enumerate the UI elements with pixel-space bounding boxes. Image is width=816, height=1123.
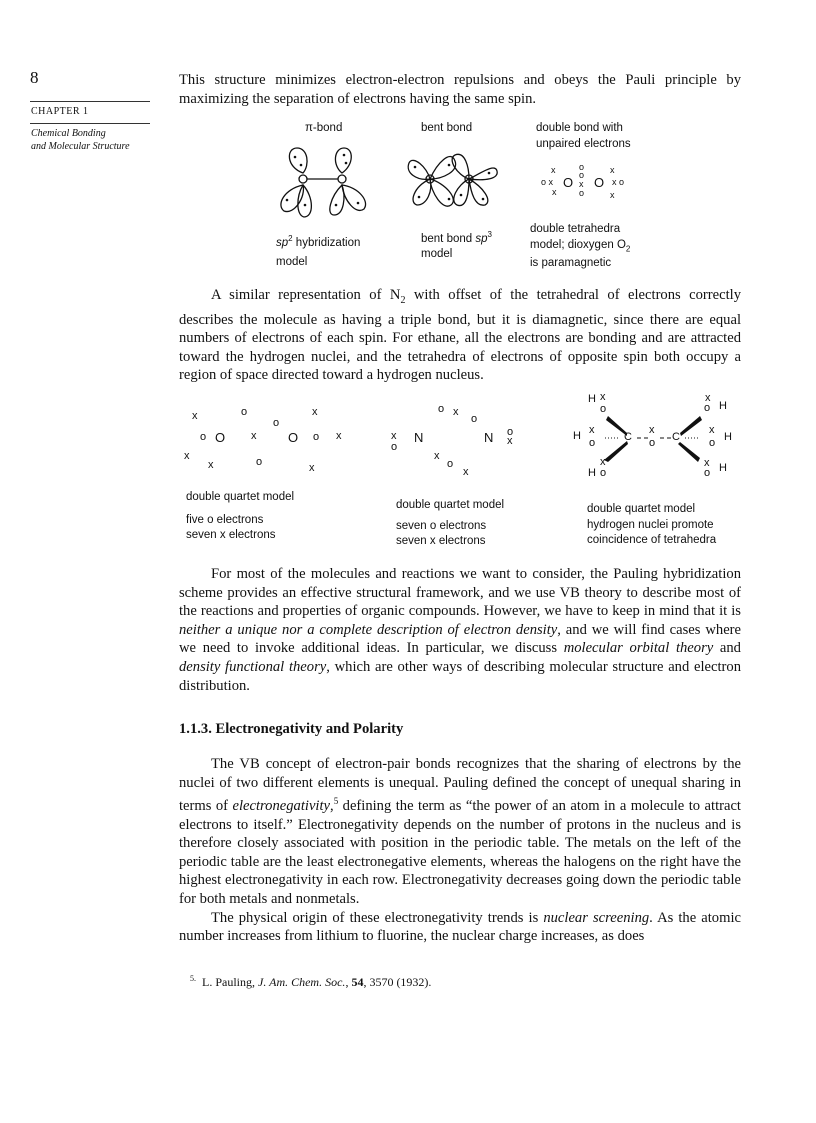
margin-rule-bottom: [30, 123, 150, 124]
o2-caption: double quartet model five o electrons seven x electrons: [186, 491, 295, 541]
molecule-symbol: H: [573, 430, 581, 442]
molecule-symbol: x: [704, 457, 710, 469]
paragraph-5: The physical origin of these electronegativity trends is nuclear screening. As the atomic number increases from lithium to fluorine, the nuclear charge increases, as does: [179, 909, 741, 945]
o2-mark: x: [610, 190, 615, 200]
chapter-title: [31, 127, 130, 153]
ethane-caption: double quartet model hydrogen nuclei promote coincidence of tetrahedra: [587, 503, 717, 546]
molecule-symbol: o: [200, 431, 207, 443]
paragraph-1-text: This structure minimizes electron-electron repulsions and obeys the Pauli principle by maximizing the separation of electrons having the same spin.: [179, 72, 741, 107]
molecule-symbol: x o: [649, 424, 656, 449]
molecule-symbol: O: [215, 430, 226, 445]
o2-mark: x: [551, 165, 556, 175]
paragraph-1: [179, 71, 741, 108]
molecule-symbol: x o: [709, 424, 716, 449]
pi-bond-label: π-bond: [305, 122, 343, 134]
molecule-symbol: x: [705, 392, 711, 404]
molecule-symbol: H: [719, 462, 727, 474]
o2-atom: O: [594, 175, 605, 190]
double-bond-label: double bond with unpaired electrons: [536, 122, 631, 150]
paragraph-2: A similar representation of $N_2$ with offset of the tetrahedral of electrons correctly describes the molecule as having a triple bond, but it is diamagnetic, since there are equal numbers of electrons of each spin. For ethane, all the electrons are bonding and are attracted toward the hydrogen nuclei, and the tetrahedra of electrons of opposite spin both occupy a region of space directed toward a hydrogen nucleus.: [179, 287, 742, 384]
molecule-symbol: x: [463, 466, 469, 478]
footnote: $^{5.}$ L. Pauling, J. Am. Chem. Soc., 54, 3570 (1932).: [190, 974, 432, 989]
pi-bond-orbital-diagram: [270, 145, 380, 220]
molecule-symbol: x: [192, 410, 198, 422]
molecule-symbol: H: [588, 393, 596, 405]
footnote-ref[interactable]: 5: [333, 796, 339, 807]
n2-caption: double quartet model seven o electrons seven x electrons: [396, 499, 505, 547]
o2-mark: o x: [541, 177, 554, 187]
o2-atom: O: [563, 175, 574, 190]
molecule-symbol: H: [724, 431, 732, 443]
molecule-symbol: x: [208, 459, 214, 471]
molecule-symbol: x o: [589, 424, 596, 449]
o2-mark: o: [579, 162, 585, 172]
molecule-symbol: o: [600, 403, 607, 415]
molecule-symbol: x: [184, 450, 190, 462]
molecule-symbol: o: [471, 413, 478, 425]
molecule-symbol: O: [288, 430, 299, 445]
molecule-symbol: x: [312, 406, 318, 418]
bent-sp3-model-label: bent bond $sp^3$ model: [421, 230, 492, 261]
molecule-symbol: x: [600, 456, 606, 468]
o2-mark: x: [552, 187, 557, 197]
molecule-symbol: o: [704, 402, 711, 414]
molecule-symbol: x: [434, 450, 440, 462]
molecule-symbol: o: [447, 458, 454, 470]
chapter-title-line2: and Molecular Structure: [31, 141, 130, 152]
molecule-symbol: o: [241, 406, 248, 418]
molecule-symbol: o: [704, 467, 711, 479]
section-heading: 1.1.3. Electronegativity and Polarity: [179, 721, 404, 737]
molecule-symbol: o: [438, 403, 445, 415]
molecule-symbol: x o: [391, 430, 398, 453]
molecule-symbol: o: [600, 467, 607, 479]
page-number: 8: [30, 68, 39, 87]
molecule-symbol: C: [624, 431, 632, 443]
bent-bond-orbital-diagram: [403, 145, 503, 220]
molecule-symbol: o: [313, 431, 320, 443]
molecule-symbol: o: [256, 456, 263, 468]
molecule-symbol: x: [309, 462, 315, 474]
molecule-symbol: o x: [507, 426, 514, 447]
paragraph-3: For most of the molecules and reactions we want to consider, the Pauling hybridization scheme provides an effective structural framework, and we use VB theory to describe most of the reactions and properties of organic compounds. However, we have to keep in mind that it is neither a unique nor a complete description of electron density, and we will find cases where we need to invoke additional ideas. In particular, we discuss molecular orbital theory and density functional theory, which are other ways of describing molecular structure and electron distribution.: [179, 566, 742, 694]
o2-mark: o x o: [579, 170, 585, 198]
sp2-model-label: $sp^2$ hybridization model: [276, 234, 361, 269]
molecule-symbol: N: [414, 430, 424, 445]
molecule-symbol: N: [484, 430, 494, 445]
molecule-symbol: x: [600, 391, 606, 403]
margin-rule-top: [30, 101, 150, 102]
chapter-label: CHAPTER 1: [31, 106, 89, 117]
molecule-symbol: o: [273, 417, 280, 429]
chapter-title-line1: Chemical Bonding: [31, 128, 106, 139]
molecule-symbol: x: [251, 430, 257, 442]
molecule-symbol: C: [672, 431, 680, 443]
molecule-symbol: x: [453, 406, 459, 418]
double-tetrahedra-label: double tetrahedra model; dioxygen $O_2$ is paramagnetic: [530, 223, 631, 270]
molecule-symbol: H: [588, 467, 596, 479]
paragraph-4: The VB concept of electron-pair bonds recognizes that the sharing of electrons by the nuclei of two different elements is unequal. Pauling defined the concept of unequal sharing in terms of electronegativity,$^5$ defining the term as “the power of an atom in a molecule to attract electrons to itself.” Electronegativity depends on the number of protons in the nucleus and is therefore closely associated with position in the periodic table. The metals on the left of the periodic table are the least electronegative elements, whereas the halogens on the right have the highest electronegativity in each row. Electronegativity decreases going down the periodic table for both metals and nonmetals. The physical origin of these electronegativity trends is nuclear screening. As the atomic number increases from lithium to fluorine, the nuclear charge increases, as does: [179, 756, 741, 945]
molecule-symbol: x: [336, 430, 342, 442]
bent-bond-label: bent bond: [421, 122, 473, 134]
molecule-symbol: H: [719, 400, 727, 412]
o2-mark: x: [610, 165, 615, 175]
o2-mark: x o: [612, 177, 625, 187]
